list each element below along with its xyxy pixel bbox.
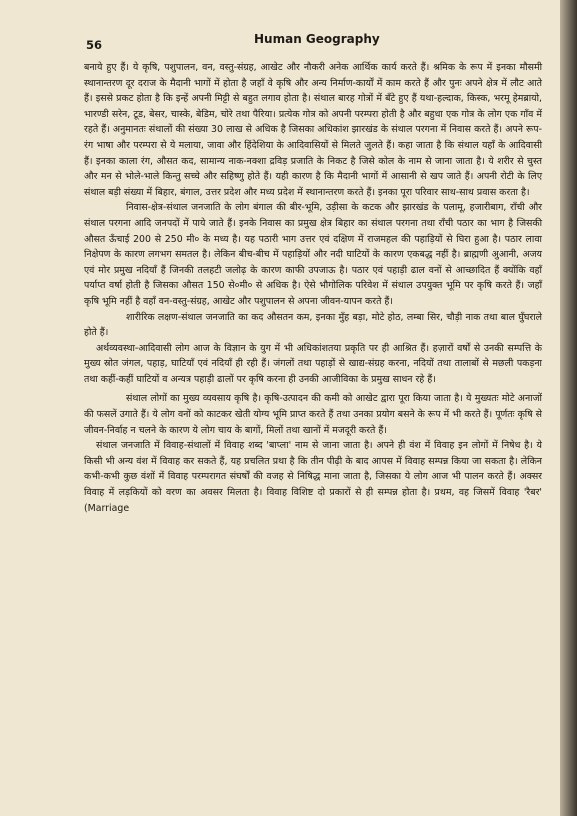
- paragraph-occupation: संथाल लोगों का मुख्य व्यवसाय कृषि है। कृषि-उत्पादन की कमी को आखेट द्वारा पूरा किया जाता है। ये मुख्यतः मोटे अनाजों की फसलें उगाते हैं। ये लोग वनों को काटकर खेती योग्य भूमि प्राप्त करते हैं तथा उनका प्रयोग बसने के रूप में भी करते हैं। पूर्णतः कृषि से जीवन-निर्वाह न चलने के कारण ये लोग चाय के बागों, मिलों तथा खानों में मजदूरी करते हैं।: [84, 393, 542, 436]
- body-text: [84, 60, 542, 516]
- page-header: [86, 32, 546, 56]
- paragraph-physical-traits: शारीरिक लक्षण-संथाल जनजाति का कद औसतन कम, इनका मुँह बड़ा, मोटे होठ, लम्बा सिर, चौड़ी नाक तथा बाल घुँघराले होते हैं।: [84, 311, 542, 339]
- book-spine-edge: [560, 0, 577, 816]
- running-title: Human Geography: [254, 32, 380, 46]
- page-number: 56: [86, 38, 103, 52]
- paragraph-economy: अर्थव्यवस्था-आदिवासी लोग आज के विज्ञान के युग में भी अधिकांशतया प्रकृति पर ही आश्रित हैं। हज़ारों वर्षों से उनकी सम्पत्ति के मुख्य स्रोत जंगल, पहाड़, घाटियाँ एवं नदियाँ ही रही हैं। जंगलों तथा पहाड़ों से खाद्य-संग्रह करना, नदियों तथा तालाबों से मछली पकड़ना तथा कहीं-कहीं घाटियों व अन्यत्र पहाड़ी ढालों पर कृषि करना ही उनकी आजीविका के प्रमुख साधन रहे हैं।: [84, 342, 542, 385]
- paragraph-habitat: निवास-क्षेत्र-संथाल जनजाति के लोग बंगाल की बीर-भूमि, उड़ीसा के कटक और झारखंड के पलामू, हजारीबाग, राँची और संथाल परगना आदि जनपदों में पाये जाते हैं। इनके निवास का प्रमुख क्षेत्र बिहार का संथाल परगना तथा राँची पठार का भाग है जिसकी औसत ऊँचाई 200 से 250 मी० के मध्य है। यह पठारी भाग उत्तर एवं दक्षिण में राजमहल की पहाड़ियों से घिरा हुआ है। पठार लावा निक्षेपण के कारण लगभग समतल है। लेकिन बीच-बीच में पहाड़ियों और नदी घाटियों के कारण एकबद्ध नहीं है। ब्राह्मणी अुआनी, अजय एवं मोर प्रमुख नदियाँ हैं जिनकी तलहटी जलोढ़ के कारण काफी उपजाऊ है। पठार एवं पहाड़ी ढाल वनों से आच्छादित हैं क्योंकि वहाँ पर्याप्त वर्षा होती है जिसका औसत 150 से०मी० से अधिक है। ऐसे भौगोलिक परिवेश में संथाल उपयुक्त भूमि पर कृषि करते हैं। जहाँ कृषि भूमि नहीं है वहाँ वन-वस्तु-संग्रह, आखेट और पशुपालन से अपना जीवन-यापन करते हैं।: [84, 202, 542, 307]
- paragraph-intro: बनाये हुए हैं। ये कृषि, पशुपालन, वन, वस्तु-संग्रह, आखेट और नौकरी अनेक आर्थिक कार्य करते हैं। श्रमिक के रूप में इनका मौसमी स्थानान्तरण दूर दराज के मैदानी भागों में होता है जहाँ वे कृषि और अन्य निर्माण-कार्यों में काम करते हैं और पुनः अपने क्षेत्र में लौट आते हैं। इससे प्रकट होता है कि इन्हें अपनी मिट्टी से बहुत लगाव होता है। संथाल बारह गोत्रों में बँटे हुए हैं यथा-हल्दाक, किस्क, भरमू हेमब्रायो, भारण्डी सरेन, टूड, बेसर, चास्के, बेडिम, चोरे तथा पैरिया। प्रत्येक गोत्र को अपनी परम्परा होती है और बहुधा एक गोत्र के लोग एक गाँव में रहते हैं। अनुमानतः संथालों की संख्या 30 लाख से अधिक है जिसका अधिकांश झारखंड के संथाल परगना में निवास करते हैं। अपने रूप-रंग भाषा और परम्परा से ये मलाया, जावा और हिंदेशिया के आदिवासियों से मिलते जुलते हैं। कहा जाता है कि संथाल यहाँ के आदिवासी हैं। इनका काला रंग, औसत कद, सामान्य नाक-नक्शा द्रविड़ प्रजाति के निकट है जिसे कोल के नाम से जाना जाता है। ये शरीर से चुस्त और मन से भोले-भाले किन्तु सच्चे और सहिष्णु होते हैं। यही कारण है कि मैदानी भागों में आसानी से खप जाते हैं। अपनी रोटी के लिए संथाल बड़ी संख्या में बिहार, बंगाल, उत्तर प्रदेश और मध्य प्रदेश में स्थानान्तरण करते हैं। इनका पूरा परिवार साथ-साथ प्रवास करता है।: [84, 62, 542, 198]
- paragraph-marriage: संथाल जनजाति में विवाह-संथालों में विवाह शब्द 'बाप्ला' नाम से जाना जाता है। अपने ही वंश में विवाह इन लोगों में निषेध है। ये किसी भी अन्य वंश में विवाह कर सकते हैं, यह प्रचलित प्रथा है कि तीन पीढ़ी के बाद आपस में विवाह सम्पन्न किया जा सकता है। लेकिन कभी-कभी कुछ वंशों में विवाह परम्परागत संघर्षों की वजह से निषिद्ध माना जाता है, जिसका ये लोग आज भी पालन करते हैं। अक्सर विवाह में लड़कियों को वरण का अवसर मिलता है। विवाह विशिष्ट दो प्रकारों से ही सम्पन्न होता है। प्रथम, वह जिसमें विवाह 'रैबर' (Marriage: [84, 440, 542, 514]
